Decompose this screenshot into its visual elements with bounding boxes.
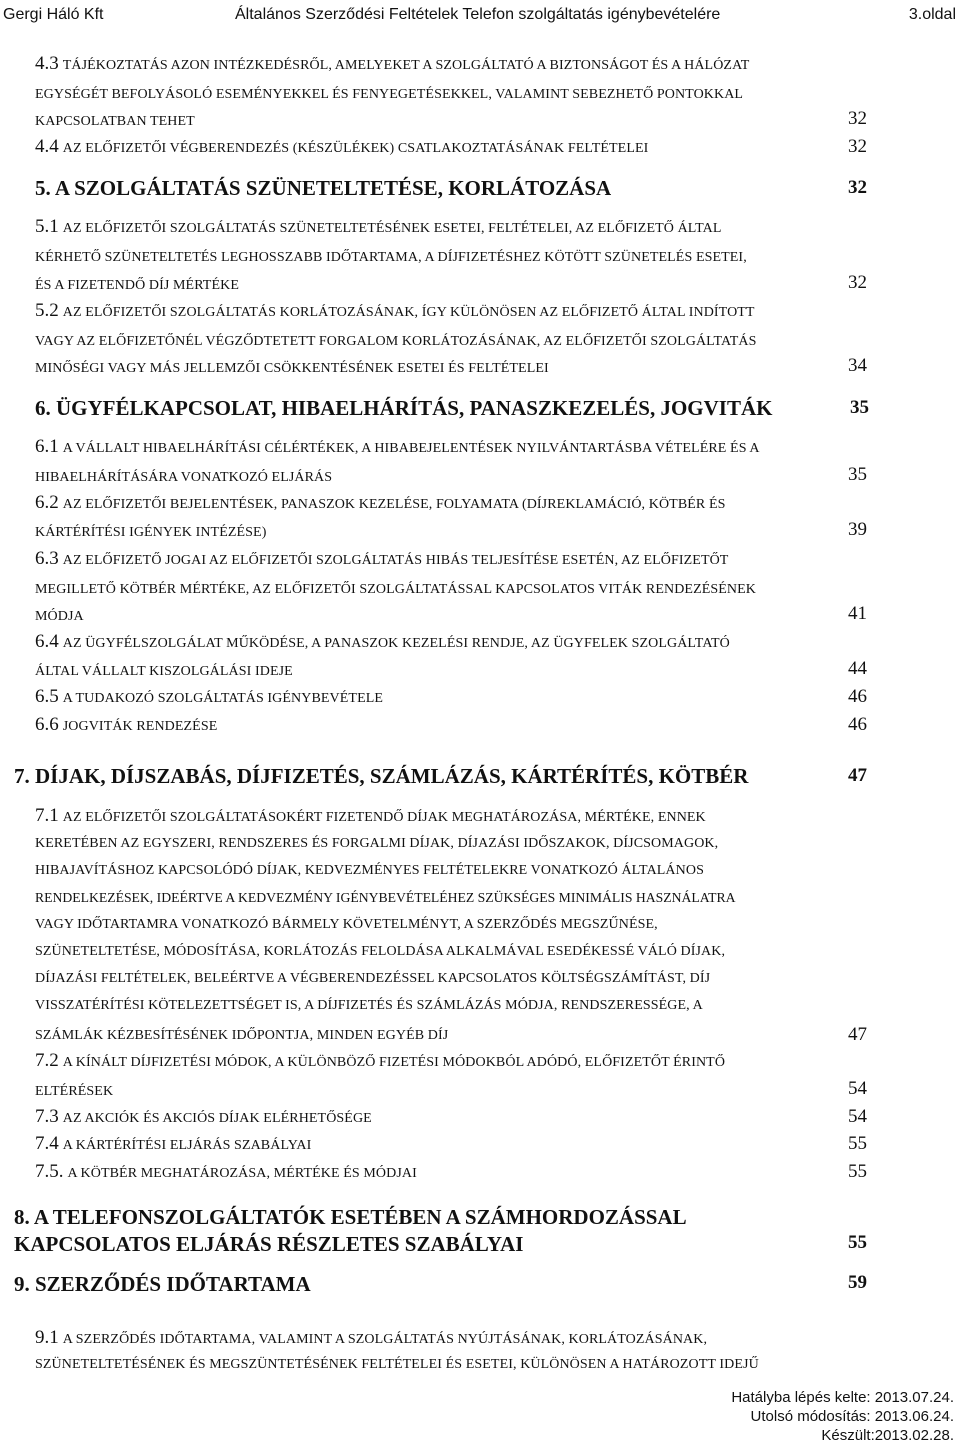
- entry-page: 35: [850, 397, 869, 418]
- entry-number: 6.1: [35, 436, 59, 457]
- toc-entry-7-5[interactable]: [35, 1161, 417, 1183]
- entry-text: JOGVITÁK RENDEZÉSE: [62, 719, 218, 734]
- entry-text: MEGILLETŐ KÖTBÉR MÉRTÉKE, AZ ELŐFIZETŐI SZOLGÁLTATÁSSAL KAPCSOLATOS VITÁK RENDEZÉSÉNEK: [35, 582, 756, 597]
- entry-text: SZÜNETELTETÉSE, MÓDOSÍTÁSA, KORLÁTOZÁS FELOLDÁSA ALKALMÁVAL ESEDÉKESSÉ VÁLÓ DÍJAK,: [35, 944, 726, 959]
- entry-text: TÁJÉKOZTATÁS AZON INTÉZKEDÉSRŐL, AMELYEKET A SZOLGÁLTATÓ A BIZTONSÁGOT ÉS A HÁLÓZAT: [62, 58, 750, 73]
- entry-number: 4.3: [35, 53, 59, 74]
- entry-number: 7.2: [35, 1050, 59, 1071]
- effective-date: Hatályba lépés kelte: 2013.07.24.: [731, 1389, 954, 1406]
- entry-text: VAGY IDŐTARTAMRA VONATKOZÓ BÁRMELY KÖVETELMÉNYT, A SZERZŐDÉS MEGSZŰNÉSE,: [35, 917, 658, 932]
- entry-number: 4.4: [35, 136, 59, 157]
- entry-page: 54: [848, 1078, 867, 1099]
- toc-entry-6-4[interactable]: [35, 631, 730, 653]
- toc-entry-6-5[interactable]: [35, 686, 383, 708]
- entry-text: DÍJAZÁSI FELTÉTELEK, BELEÉRTVE A VÉGBERENDEZÉSSEL KAPCSOLATOS KÖLTSÉGSZÁMÍTÁST, DÍJ: [35, 971, 711, 986]
- entry-text: AZ ELŐFIZETŐI SZOLGÁLTATÁS SZÜNETELTETÉSÉNEK ESETEI, FELTÉTELEI, AZ ELŐFIZETŐ ÁLTAL: [62, 221, 722, 236]
- entry-text: EGYSÉGÉT BEFOLYÁSOLÓ ESEMÉNYEKKEL ÉS FENYEGETÉSEKKEL, VALAMINT SEBEZHETŐ PONTOKKAL: [35, 87, 744, 102]
- entry-page: 59: [848, 1272, 867, 1293]
- entry-page: 32: [848, 177, 867, 198]
- entry-page: 32: [848, 108, 867, 129]
- entry-text: HIBAJAVÍTÁSHOZ KAPCSOLÓDÓ DÍJAK, KEDVEZMÉNYES FELTÉTELEKRE VONATKOZÓ ÁLTALÁNOS: [35, 863, 704, 878]
- toc-entry-6-6[interactable]: [35, 714, 217, 736]
- company-name: Gergi Háló Kft: [3, 6, 104, 23]
- entry-page: 39: [848, 519, 867, 540]
- entry-page: 54: [848, 1106, 867, 1127]
- entry-number: 6.5: [35, 686, 59, 707]
- entry-text: AZ ELŐFIZETŐI BEJELENTÉSEK, PANASZOK KEZELÉSE, FOLYAMATA (DÍJREKLAMÁCIÓ, KÖTBÉR ÉS: [62, 497, 726, 512]
- entry-number: 5.2: [35, 300, 59, 321]
- toc-entry-6-1[interactable]: [35, 436, 760, 458]
- entry-number: 9.1: [35, 1327, 59, 1348]
- entry-text: KAPCSOLATBAN TEHET: [35, 114, 195, 129]
- entry-text: KÉRHETŐ SZÜNETELTETÉS LEGHOSSZABB IDŐTARTAMA, A DÍJFIZETÉSHEZ KÖTÖTT SZÜNETELÉS ESETEI,: [35, 250, 747, 265]
- entry-number: 6.2: [35, 492, 59, 513]
- toc-entry-7-4[interactable]: [35, 1133, 311, 1155]
- entry-number: 7.5.: [35, 1161, 64, 1182]
- toc-section-5[interactable]: 5. A SZOLGÁLTATÁS SZÜNETELTETÉSE, KORLÁTOZÁSA: [35, 176, 612, 200]
- entry-page: 46: [848, 686, 867, 707]
- entry-page: 55: [848, 1161, 867, 1182]
- toc-section-9[interactable]: 9. SZERZŐDÉS IDŐTARTAMA: [14, 1272, 311, 1296]
- toc-entry-4-4[interactable]: [35, 136, 648, 158]
- document-title: Általános Szerződési Feltételek Telefon szolgáltatás igénybevételére: [235, 6, 721, 23]
- entry-text: AZ AKCIÓK ÉS AKCIÓS DÍJAK ELÉRHETŐSÉGE: [62, 1111, 372, 1126]
- entry-page: 47: [848, 1024, 867, 1045]
- toc-section-6[interactable]: 6. ÜGYFÉLKAPCSOLAT, HIBAELHÁRÍTÁS, PANASZKEZELÉS, JOGVITÁK: [35, 396, 773, 420]
- entry-page: 35: [848, 464, 867, 485]
- entry-page: 55: [848, 1232, 867, 1253]
- toc-entry-5-1[interactable]: [35, 216, 722, 238]
- entry-text: VAGY AZ ELŐFIZETŐNÉL VÉGZŐDTETETT FORGALOM KORLÁTOZÁSÁNAK, AZ ELŐFIZETŐI SZOLGÁLTATÁS: [35, 334, 757, 349]
- page-header: [0, 0, 960, 30]
- entry-number: 6.3: [35, 548, 59, 569]
- entry-text: AZ ELŐFIZETŐ JOGAI AZ ELŐFIZETŐI SZOLGÁLTATÁS HIBÁS TELJESÍTÉSE ESETÉN, AZ ELŐFIZETŐT: [62, 553, 729, 568]
- entry-text: KÁRTÉRÍTÉSI IGÉNYEK INTÉZÉSE): [35, 525, 267, 540]
- entry-page: 34: [848, 355, 867, 376]
- entry-number: 6.4: [35, 631, 59, 652]
- toc-entry-9-1[interactable]: [35, 1327, 707, 1349]
- entry-text: MINŐSÉGI VAGY MÁS JELLEMZŐI CSÖKKENTÉSÉNEK ESETEI ÉS FELTÉTELEI: [35, 361, 549, 376]
- entry-text: HIBAELHÁRÍTÁSÁRA VONATKOZÓ ELJÁRÁS: [35, 470, 333, 485]
- entry-text: SZÜNETELTETÉSÉNEK ÉS MEGSZÜNTETÉSÉNEK FELTÉTELEI ÉS ESETEI, KÜLÖNÖSEN A HATÁROZOTT IDEJŰ: [35, 1357, 759, 1372]
- entry-text: A KÍNÁLT DÍJFIZETÉSI MÓDOK, A KÜLÖNBÖZŐ FIZETÉSI MÓDOKBÓL ADÓDÓ, ELŐFIZETŐT ÉRINTŐ: [62, 1055, 726, 1070]
- entry-number: 7.3: [35, 1106, 59, 1127]
- page-number: 3.oldal: [908, 6, 956, 23]
- toc-entry-4-3[interactable]: [35, 53, 749, 75]
- entry-text: VISSZATÉRÍTÉSI KÖTELEZETTSÉGET IS, A DÍJFIZETÉS ÉS SZÁMLÁZÁS MÓDJA, RENDSZERESSÉGE, A: [35, 998, 703, 1013]
- created-date: Készült:2013.02.28.: [821, 1427, 954, 1444]
- toc-entry-6-3[interactable]: [35, 548, 728, 570]
- entry-page: 55: [848, 1133, 867, 1154]
- toc-entry-5-2[interactable]: [35, 300, 755, 322]
- entry-text: AZ ELŐFIZETŐI SZOLGÁLTATÁSOKÉRT FIZETENDŐ DÍJAK MEGHATÁROZÁSA, MÉRTÉKE, ENNEK: [62, 810, 706, 825]
- entry-page: 46: [848, 714, 867, 735]
- toc-entry-7-3[interactable]: [35, 1106, 372, 1128]
- entry-text: AZ ÜGYFÉLSZOLGÁLAT MŰKÖDÉSE, A PANASZOK KEZELÉSI RENDJE, AZ ÜGYFELEK SZOLGÁLTATÓ: [62, 636, 730, 651]
- entry-page: 32: [848, 272, 867, 293]
- entry-number: 7.1: [35, 805, 59, 826]
- entry-page: 44: [848, 658, 867, 679]
- entry-text: RENDELKEZÉSEK, IDEÉRTVE A KEDVEZMÉNY IGÉNYBEVÉTELÉHEZ SZÜKSÉGES MINIMÁLIS HASZNÁLATRA: [35, 890, 736, 905]
- toc-entry-7-1[interactable]: [35, 805, 706, 827]
- entry-text: ELTÉRÉSEK: [35, 1084, 114, 1099]
- entry-page: 41: [848, 603, 867, 624]
- entry-page: 47: [848, 765, 867, 786]
- entry-text: KERETÉBEN AZ EGYSZERI, RENDSZERES ÉS FORGALMI DÍJAK, DÍJAZÁSI IDŐSZAKOK, DÍJCSOMAGOK,: [35, 836, 719, 851]
- entry-number: 6.6: [35, 714, 59, 735]
- entry-text: A KÁRTÉRÍTÉSI ELJÁRÁS SZABÁLYAI: [62, 1138, 312, 1153]
- entry-text: AZ ELŐFIZETŐI SZOLGÁLTATÁS KORLÁTOZÁSÁNAK, ÍGY KÜLÖNÖSEN AZ ELŐFIZETŐ ÁLTAL INDÍTOTT: [62, 305, 755, 320]
- toc-section-8-cont: KAPCSOLATOS ELJÁRÁS RÉSZLETES SZABÁLYAI: [14, 1232, 524, 1256]
- entry-page: 32: [848, 136, 867, 157]
- entry-text: A VÁLLALT HIBAELHÁRÍTÁSI CÉLÉRTÉKEK, A HIBABEJELENTÉSEK NYILVÁNTARTÁSBA VÉTELÉRE ÉS A: [62, 441, 760, 456]
- toc-section-8[interactable]: 8. A TELEFONSZOLGÁLTATÓK ESETÉBEN A SZÁMHORDOZÁSSAL: [14, 1205, 687, 1229]
- toc-entry-6-2[interactable]: [35, 492, 726, 514]
- entry-text: ÉS A FIZETENDŐ DÍJ MÉRTÉKE: [35, 278, 239, 293]
- entry-text: MÓDJA: [35, 609, 84, 624]
- entry-number: 7.4: [35, 1133, 59, 1154]
- entry-text: A KÖTBÉR MEGHATÁROZÁSA, MÉRTÉKE ÉS MÓDJAI: [67, 1166, 417, 1181]
- entry-number: 5.1: [35, 216, 59, 237]
- entry-text: SZÁMLÁK KÉZBESÍTÉSÉNEK IDŐPONTJA, MINDEN EGYÉB DÍJ: [35, 1028, 449, 1043]
- entry-text: A TUDAKOZÓ SZOLGÁLTATÁS IGÉNYBEVÉTELE: [62, 691, 384, 706]
- entry-text: A SZERZŐDÉS IDŐTARTAMA, VALAMINT A SZOLGÁLTATÁS NYÚJTÁSÁNAK, KORLÁTOZÁSÁNAK,: [62, 1332, 708, 1347]
- entry-text: AZ ELŐFIZETŐI VÉGBERENDEZÉS (KÉSZÜLÉKEK) CSATLAKOZTATÁSÁNAK FELTÉTELEI: [62, 141, 649, 156]
- modified-date: Utolsó módosítás: 2013.06.24.: [750, 1408, 954, 1425]
- toc-section-7[interactable]: 7. DÍJAK, DÍJSZABÁS, DÍJFIZETÉS, SZÁMLÁZÁS, KÁRTÉRÍTÉS, KÖTBÉR: [14, 764, 749, 788]
- entry-text: ÁLTAL VÁLLALT KISZOLGÁLÁSI IDEJE: [35, 664, 293, 679]
- toc-entry-7-2[interactable]: [35, 1050, 725, 1072]
- page-footer: [731, 1388, 954, 1445]
